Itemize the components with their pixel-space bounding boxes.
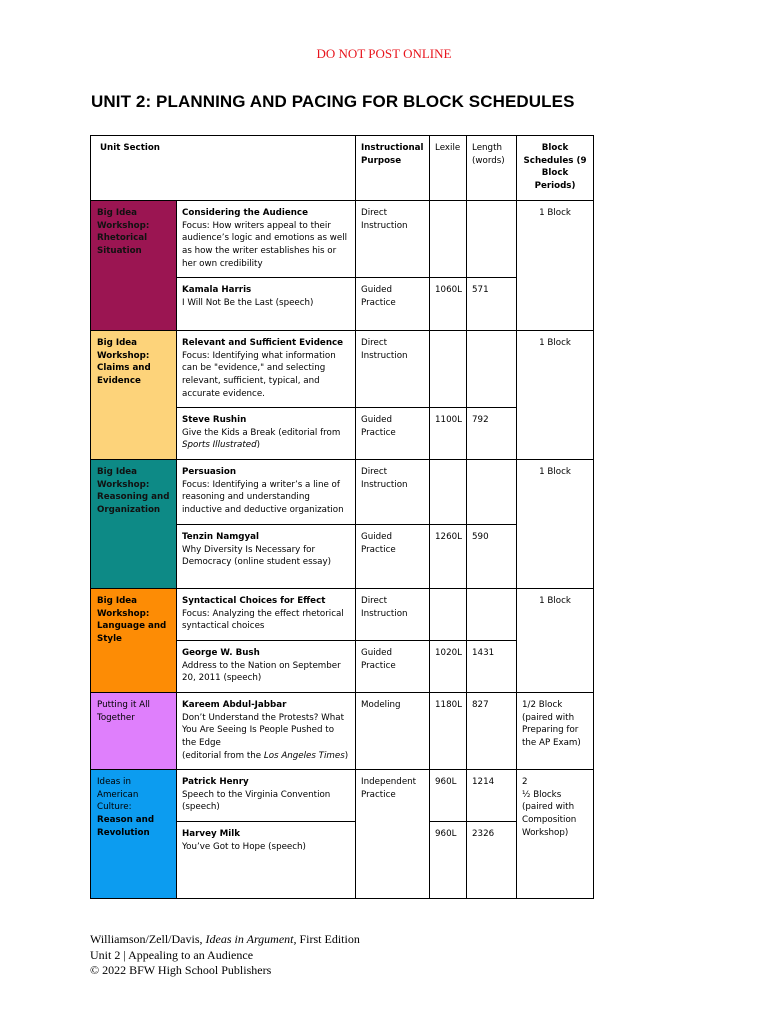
purpose-cell: Modeling [356,693,430,770]
item-cell [177,589,356,641]
item-title: George W. Bush [182,648,260,658]
length-cell: 1214 [467,770,517,822]
item-cell [177,201,356,278]
header-length: Length (words) [467,136,517,201]
item-cell [177,770,356,822]
lexile-cell: 1020L [430,641,467,693]
section-ideas-american-culture [91,770,177,899]
lexile-cell [430,331,467,408]
item-title: Steve Rushin [182,415,247,425]
item-cell [177,408,356,460]
table-row [91,460,594,525]
purpose-cell: Direct Instruction [356,331,430,408]
section-putting-it-all-together: Putting it All Together [91,693,177,770]
item-cell [177,525,356,589]
item-title: Tenzin Namgyal [182,532,259,542]
purpose-cell: Guided Practice [356,278,430,331]
header-lexile: Lexile [430,136,467,201]
page-footer [90,932,360,979]
item-description: Focus: Identifying a writer’s a line of reasoning and understanding inductive and deductive organization [182,479,344,516]
item-description: Address to the Nation on September 20, 2011 (speech) [182,660,341,684]
item-description: Focus: How writers appeal to their audience’s logic and emotions as well as how the writer establishes his or her own credibility [182,220,348,269]
item-title: Relevant and Sufficient Evidence [182,338,344,348]
section-language-style: Big Idea Workshop: Language and Style [91,589,177,693]
block-cell: 1 Block [517,201,594,331]
item-description: Why Diversity Is Necessary for Democracy (online student essay) [182,544,332,568]
lexile-cell [430,201,467,278]
footer-unit: Unit 2 | Appealing to an Audience [90,947,254,962]
lexile-cell: 960L [430,770,467,822]
length-cell: 827 [467,693,517,770]
item-description-source: (editorial from the Los Angeles Times) [182,750,349,761]
table-row [91,589,594,641]
purpose-cell: Independent Practice [356,770,430,899]
header-purpose: Instructional Purpose [356,136,430,201]
footer-copyright: © 2022 BFW High School Publishers [90,963,272,977]
item-cell [177,331,356,408]
item-description: I Will Not Be the Last (speech) [182,297,314,308]
item-description: Focus: Analyzing the effect rhetorical syntactical choices [182,608,344,632]
header-unit-section: Unit Section [91,136,356,201]
planning-table [90,135,594,899]
item-description: Speech to the Virginia Convention (speech) [182,789,331,813]
item-cell [177,278,356,331]
item-title: Harvey Milk [182,829,241,839]
item-title: Syntactical Choices for Effect [182,596,326,606]
item-cell [177,822,356,899]
item-cell [177,460,356,525]
purpose-cell: Direct Instruction [356,201,430,278]
purpose-cell: Guided Practice [356,408,430,460]
purpose-cell: Guided Practice [356,641,430,693]
length-cell: 571 [467,278,517,331]
item-description: Give the Kids a Break (editorial from Sports Illustrated) [182,427,341,451]
item-title: Persuasion [182,467,237,477]
item-title: Kamala Harris [182,285,252,295]
section-label-bold: Reason and Revolution [97,815,155,838]
item-cell [177,693,356,770]
item-description: You’ve Got to Hope (speech) [182,841,306,852]
do-not-post-notice: DO NOT POST ONLINE [316,46,452,61]
item-description: Focus: Identifying what information can be "evidence," and selecting relevant, sufficient, typical, and accurate evidence. [182,350,336,399]
header-block: Block Schedules (9 Block Periods) [517,136,594,201]
block-cell: 1/2 Block (paired with Preparing for the AP Exam) [517,693,594,770]
length-cell [467,589,517,641]
lexile-cell: 1060L [430,278,467,331]
block-cell: 2 ½ Blocks (paired with Composition Workshop) [517,770,594,899]
length-cell [467,201,517,278]
lexile-cell [430,460,467,525]
table-row [91,770,594,822]
section-rhetorical-situation: Big Idea Workshop: Rhetorical Situation [91,201,177,331]
purpose-cell: Direct Instruction [356,589,430,641]
block-cell: 1 Block [517,331,594,460]
section-label: Ideas in American Culture: [97,777,139,813]
lexile-cell: 1260L [430,525,467,589]
section-claims-evidence: Big Idea Workshop: Claims and Evidence [91,331,177,460]
length-cell: 590 [467,525,517,589]
length-cell: 1431 [467,641,517,693]
lexile-cell: 1100L [430,408,467,460]
item-description: Don’t Understand the Protests? What You Are Seeing Is People Pushed to the Edge [182,712,344,749]
item-cell [177,641,356,693]
lexile-cell: 960L [430,822,467,899]
block-cell: 1 Block [517,460,594,589]
block-cell: 1 Block [517,589,594,693]
lexile-cell: 1180L [430,693,467,770]
footer-citation: Williamson/Zell/Davis, Ideas in Argument, First Edition [90,932,360,946]
length-cell: 792 [467,408,517,460]
section-reasoning-organization: Big Idea Workshop: Reasoning and Organization [91,460,177,589]
table-row [91,331,594,408]
purpose-cell: Direct Instruction [356,460,430,525]
length-cell [467,331,517,408]
table-row [91,201,594,278]
page-title: UNIT 2: PLANNING AND PACING FOR BLOCK SCHEDULES [91,92,575,111]
table-header-row [91,136,594,201]
length-cell: 2326 [467,822,517,899]
length-cell [467,460,517,525]
table-row [91,693,594,770]
item-title: Considering the Audience [182,208,308,218]
purpose-cell: Guided Practice [356,525,430,589]
item-title: Kareem Abdul-Jabbar [182,700,287,710]
item-title: Patrick Henry [182,777,249,787]
lexile-cell [430,589,467,641]
